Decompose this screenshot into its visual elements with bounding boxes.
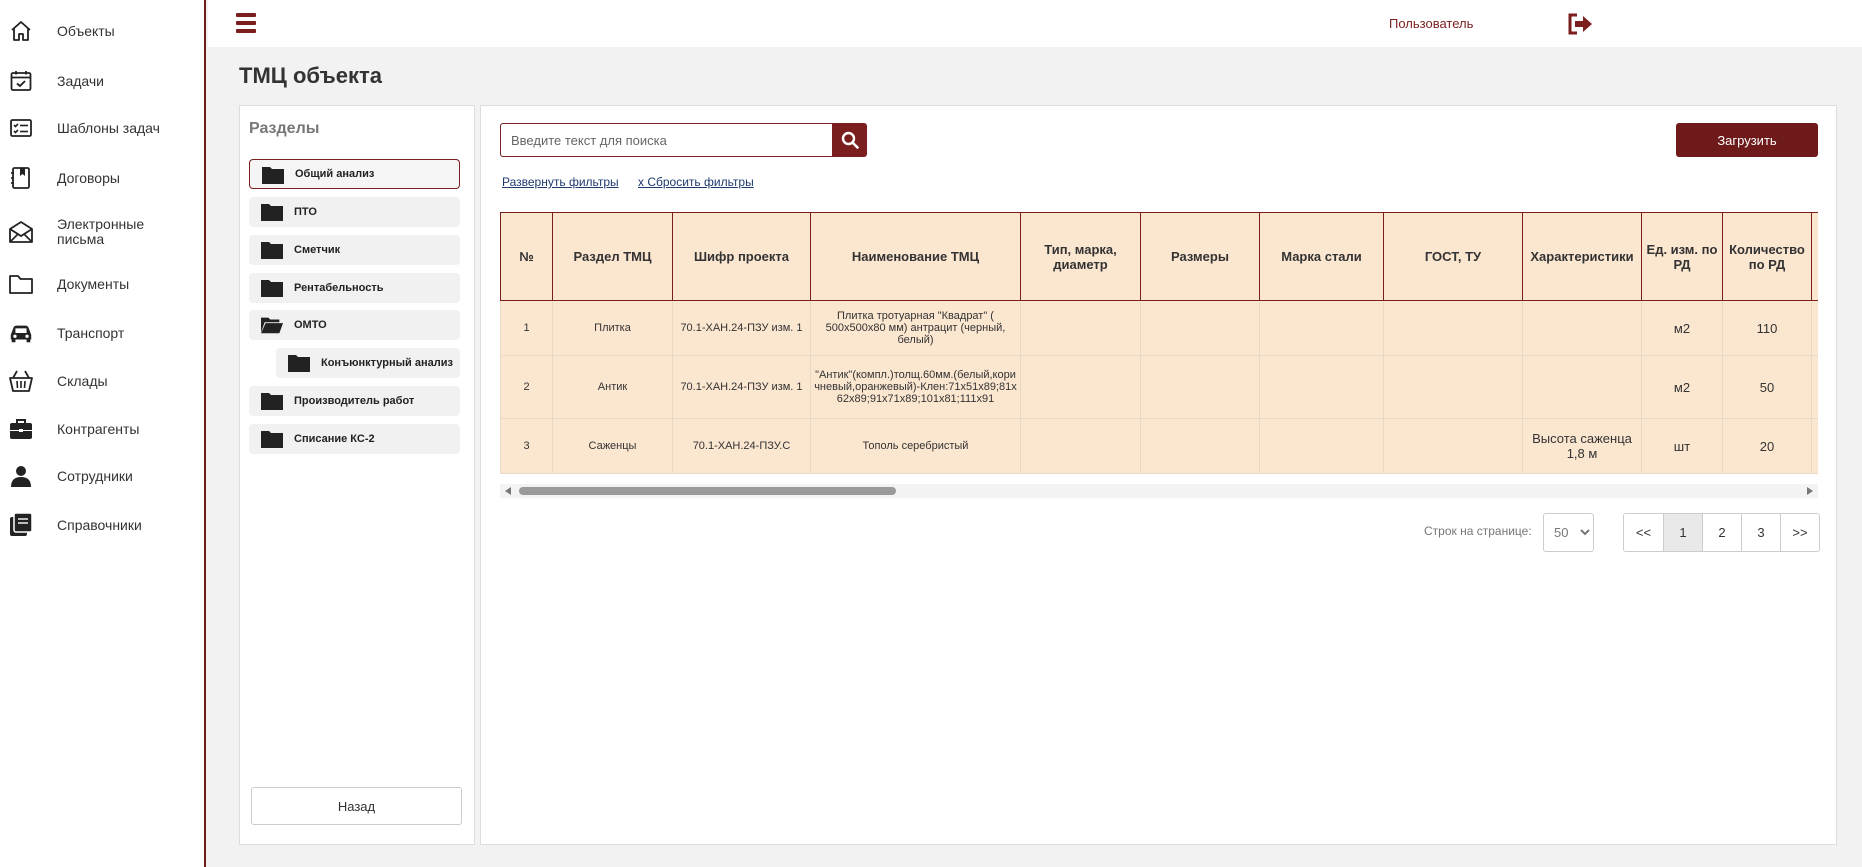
table-cell: м2 [1642, 301, 1723, 356]
table-cell: м2 [1642, 356, 1723, 419]
section-market-analysis[interactable] [276, 348, 460, 378]
table-cell: 110 [1723, 301, 1812, 356]
nav-label: Шаблоны задач [57, 119, 160, 136]
section-omto[interactable] [249, 310, 460, 340]
scrollbar-thumb[interactable] [519, 487, 896, 495]
table-cell-overflow [1812, 301, 1819, 356]
nav-label: Контрагенты [57, 420, 140, 437]
table-cell: 20 [1723, 419, 1812, 474]
nav-item-documents[interactable] [0, 262, 204, 306]
section-label: Производитель работ [294, 395, 415, 407]
calendar-check-icon [8, 68, 34, 94]
column-header-overflow [1812, 213, 1819, 301]
back-button[interactable]: Назад [251, 787, 462, 825]
nav-label: Электронные письма [57, 216, 145, 247]
nav-item-references[interactable] [0, 503, 204, 547]
section-label: ОМТО [294, 319, 327, 331]
page-button-3[interactable]: 3 [1741, 514, 1780, 551]
sections-title: Разделы [249, 120, 320, 137]
table-row[interactable] [501, 356, 1819, 419]
column-header[interactable]: Ед. изм. по РД [1642, 213, 1723, 301]
nav-label: Склады [57, 372, 108, 389]
table-cell: Саженцы [553, 419, 673, 474]
column-header[interactable]: Марка стали [1260, 213, 1384, 301]
menu-burger-icon[interactable] [236, 13, 256, 33]
pagination [1623, 513, 1820, 552]
table-cell: Высота саженца 1,8 м [1523, 419, 1642, 474]
table-cell-overflow [1812, 419, 1819, 474]
contract-book-icon [8, 165, 34, 191]
nav-label: Документы [57, 275, 130, 292]
nav-item-warehouses[interactable] [0, 359, 204, 403]
checklist-icon [8, 115, 34, 141]
section-label: Конъюнктурный анализ [321, 357, 453, 369]
sections-panel [239, 105, 475, 845]
section-label: Списание КС-2 [294, 433, 375, 445]
column-header[interactable]: Тип, марка, диаметр [1021, 213, 1141, 301]
table-cell: 70.1-ХАН.24-ПЗУ изм. 1 [673, 301, 811, 356]
nav-item-emails[interactable] [0, 210, 204, 254]
column-header[interactable]: ГОСТ, ТУ [1384, 213, 1523, 301]
search-input[interactable] [500, 123, 833, 157]
table-cell: 70.1-ХАН.24-ПЗУ изм. 1 [673, 356, 811, 419]
table-cell: Антик [553, 356, 673, 419]
table-cell [1260, 419, 1384, 474]
person-icon [8, 463, 34, 489]
nav-label: Сотрудники [57, 467, 133, 484]
scroll-left-arrow-icon[interactable] [505, 487, 511, 495]
folder-closed-icon [261, 203, 283, 221]
nav-item-tasks[interactable] [0, 59, 204, 103]
page-last-button[interactable]: >> [1780, 514, 1819, 551]
table-cell [1260, 301, 1384, 356]
table-cell [1141, 301, 1260, 356]
table-cell: 70.1-ХАН.24-ПЗУ.С [673, 419, 811, 474]
section-ks2-writeoff[interactable] [249, 424, 460, 454]
horizontal-scrollbar[interactable] [500, 484, 1818, 498]
notes-icon [8, 512, 34, 538]
folder-closed-icon [261, 241, 283, 259]
table-cell [1021, 419, 1141, 474]
section-label: ПТО [294, 206, 317, 218]
car-icon [8, 320, 34, 346]
nav-label: Договоры [57, 169, 120, 186]
table-cell: 50 [1723, 356, 1812, 419]
search-icon [841, 131, 859, 149]
envelope-icon [8, 219, 34, 245]
section-general-analysis[interactable] [249, 159, 460, 189]
nav-item-task-templates[interactable] [0, 106, 204, 150]
nav-label: Объекты [57, 22, 115, 39]
column-header[interactable]: Характеристики [1523, 213, 1642, 301]
nav-label: Справочники [57, 516, 142, 533]
main-panel [480, 105, 1837, 845]
page-button-1[interactable]: 1 [1663, 514, 1702, 551]
table-cell: 3 [501, 419, 553, 474]
table-header-row [501, 213, 1819, 301]
section-profitability[interactable] [249, 273, 460, 303]
sidebar-nav [0, 0, 206, 867]
rows-per-page-label: Строк на странице: [1424, 524, 1532, 538]
table-cell-overflow [1812, 356, 1819, 419]
table-cell [1523, 301, 1642, 356]
tmc-table [500, 212, 1818, 474]
rows-per-page-select[interactable] [1543, 513, 1594, 552]
table-cell [1021, 301, 1141, 356]
table-cell [1260, 356, 1384, 419]
table-cell: Тополь серебристый [811, 419, 1021, 474]
column-header[interactable]: № [501, 213, 553, 301]
column-header[interactable]: Размеры [1141, 213, 1260, 301]
folder-closed-icon [262, 166, 284, 184]
folder-icon [8, 271, 34, 297]
nav-label: Задачи [57, 72, 105, 89]
table-cell: 1 [501, 301, 553, 356]
briefcase-icon [8, 416, 34, 442]
reset-filters-link[interactable]: x Сбросить фильтры [638, 175, 754, 189]
table-cell [1141, 419, 1260, 474]
nav-item-counterparties[interactable] [0, 407, 204, 451]
table-cell [1384, 301, 1523, 356]
nav-item-transport[interactable] [0, 311, 204, 355]
section-label: Сметчик [294, 244, 341, 256]
folder-closed-icon [288, 354, 310, 372]
section-label: Общий анализ [295, 168, 375, 180]
column-header[interactable]: Шифр проекта [673, 213, 811, 301]
table-cell [1021, 356, 1141, 419]
basket-icon [8, 368, 34, 394]
folder-open-icon [261, 316, 283, 334]
folder-closed-icon [261, 430, 283, 448]
table-cell: шт [1642, 419, 1723, 474]
table-cell [1384, 419, 1523, 474]
table-cell [1523, 356, 1642, 419]
upload-button[interactable]: Загрузить [1676, 123, 1818, 157]
column-header[interactable]: Количество по РД [1723, 213, 1812, 301]
tmc-table-wrapper [500, 212, 1818, 474]
nav-label: Транспорт [57, 324, 125, 341]
table-cell: Плитка тротуарная "Квадрат" ( 500х500х80 мм) антрацит (черный, белый) [811, 301, 1021, 356]
section-pto[interactable] [249, 197, 460, 227]
logout-icon[interactable] [1567, 12, 1595, 36]
user-link[interactable]: Пользователь [1389, 16, 1474, 31]
table-cell: "Антик"(компл.)толщ.60мм.(белый,коричневый,оранжевый)-Клен:71х51х89;81х62х89;91х71х89;101х81;111х91 [811, 356, 1021, 419]
folder-closed-icon [261, 279, 283, 297]
table-row[interactable] [501, 419, 1819, 474]
section-estimator[interactable] [249, 235, 460, 265]
nav-item-employees[interactable] [0, 454, 204, 498]
column-header[interactable]: Раздел ТМЦ [553, 213, 673, 301]
page-first-button[interactable]: << [1624, 514, 1663, 551]
table-row[interactable] [501, 301, 1819, 356]
page-button-2[interactable]: 2 [1702, 514, 1741, 551]
search-button[interactable] [832, 123, 867, 157]
column-header[interactable]: Наименование ТМЦ [811, 213, 1021, 301]
top-header [208, 0, 1862, 47]
nav-item-contracts[interactable] [0, 156, 204, 200]
page-title: ТМЦ объекта [239, 63, 382, 88]
folder-closed-icon [261, 392, 283, 410]
section-label: Рентабельность [294, 282, 384, 294]
table-cell: Плитка [553, 301, 673, 356]
table-cell [1384, 356, 1523, 419]
table-cell: 2 [501, 356, 553, 419]
nav-item-objects[interactable] [0, 9, 204, 53]
scroll-right-arrow-icon[interactable] [1807, 487, 1813, 495]
section-work-producer[interactable] [249, 386, 460, 416]
table-cell [1141, 356, 1260, 419]
expand-filters-link[interactable]: Развернуть фильтры [502, 175, 619, 189]
home-icon [8, 18, 34, 44]
